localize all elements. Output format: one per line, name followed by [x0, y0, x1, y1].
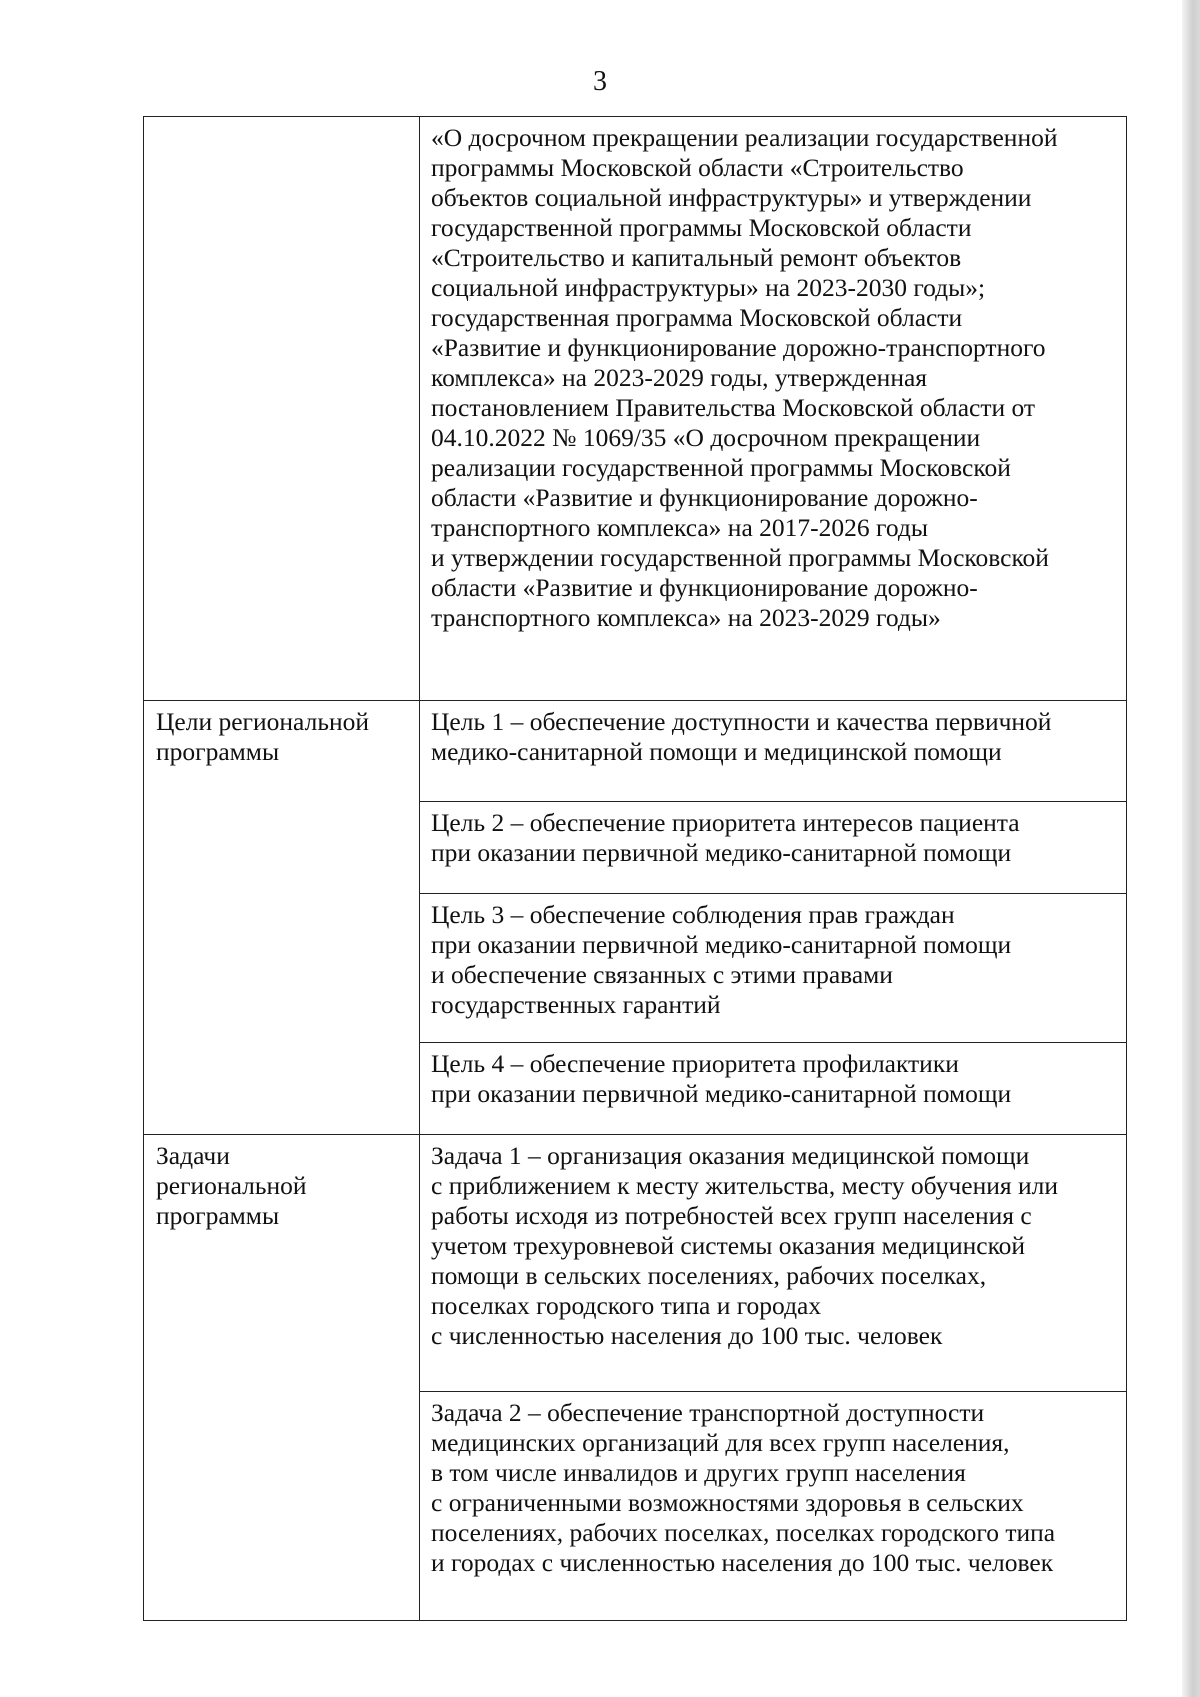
task-1-cell [420, 1135, 1127, 1392]
goal-3-cell [420, 894, 1127, 1043]
goal-1-text: Цель 1 – обеспечение доступности и качества первичной медико-санитарной помощи и медицинской помощи [431, 707, 1052, 766]
task-2-cell [420, 1392, 1127, 1621]
goal-1-cell [420, 701, 1127, 802]
goals-label: Цели региональной программы [144, 701, 420, 1135]
goal-2-text: Цель 2 – обеспечение приоритета интересов пациента при оказании первичной медико-санитарной помощи [431, 808, 1020, 867]
tasks-label: Задачи региональной программы [144, 1135, 420, 1621]
scan-edge-shadow [1182, 0, 1200, 1697]
goal-4-text: Цель 4 – обеспечение приоритета профилактики при оказании первичной медико-санитарной помощи [431, 1049, 1012, 1108]
task-1-text: Задача 1 – организация оказания медицинской помощи с приближением к месту жительства, месту обучения или работы исходя из потребностей всех групп населения с учетом трехуровневой системы оказания медицинской помощи в сельских поселениях, рабочих поселках, поселках городского типа и городах с численностью населения до 100 тыс. человек [431, 1141, 1058, 1350]
goal-3-text: Цель 3 – обеспечение соблюдения прав граждан при оказании первичной медико-санитарной помощи и обеспечение связанных с этими правами государственных гарантий [431, 900, 1012, 1019]
table-row-intro [144, 117, 1127, 701]
intro-text: «О досрочном прекращении реализации государственной программы Московской области «Строительство объектов социальной инфраструктуры» и утверждении государственной программы Московской области «Строительство и капитальный ремонт объектов социальной инфраструктуры» на 2023-2030 годы»; государственная программа Московской области «Развитие и функционирование дорожно-транспортного комплекса» на 2023-2029 годы, утвержденная постановлением Правительства Московской области от 04.10.2022 № 1069/35 «О досрочном прекращении реализации государственной программы Московской области «Развитие и функционирование дорожно- транспортного комплекса» на 2017-2026 годы и утверждении государственной программы Московской области «Развитие и функционирование дорожно- транспортного комплекса» на 2023-2029 годы» [431, 123, 1058, 632]
goal-4-cell [420, 1043, 1127, 1135]
table-row-task-1 [144, 1135, 1127, 1392]
intro-cell [420, 117, 1127, 701]
goal-2-cell [420, 802, 1127, 894]
empty-label-cell [144, 117, 420, 701]
table-row-goal-1 [144, 701, 1127, 802]
task-2-text: Задача 2 – обеспечение транспортной доступности медицинских организаций для всех групп населения, в том числе инвалидов и других групп населения с ограниченными возможностями здоровья в сельских поселениях, рабочих поселках, поселках городского типа и городах с численностью населения до 100 тыс. человек [431, 1398, 1056, 1577]
page-number: 3 [593, 66, 607, 97]
program-passport-table [143, 116, 1127, 1621]
